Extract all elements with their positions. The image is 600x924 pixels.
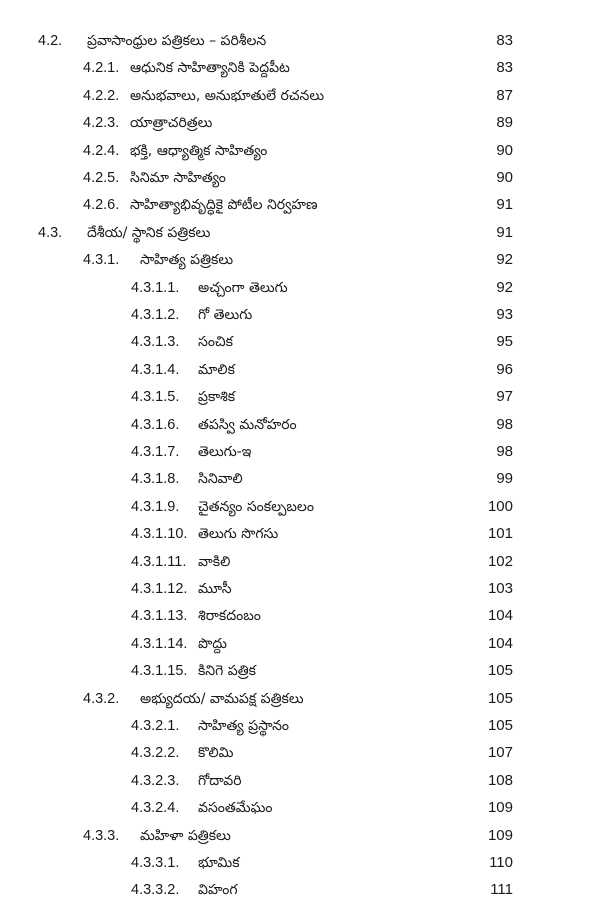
toc-entry-number: 4.3.1.14. bbox=[131, 635, 188, 652]
toc-entry bbox=[0, 494, 600, 520]
toc-entry bbox=[0, 55, 600, 81]
toc-entry bbox=[0, 28, 600, 54]
toc-entry-title: కినిగె పత్రిక bbox=[198, 663, 256, 680]
toc-entry-number: 4.3.1.12. bbox=[131, 581, 188, 597]
toc-entry-title: సినివాలి bbox=[198, 471, 243, 488]
toc-entry-number: 4.3.2.2. bbox=[131, 745, 180, 762]
toc-entry-number: 4.3.1.7. bbox=[131, 444, 180, 460]
toc-entry-title: గో తెలుగు bbox=[198, 307, 253, 323]
toc-entry-page-number: 93 bbox=[496, 306, 513, 323]
toc-entry-number: 4.2.1. bbox=[83, 60, 120, 77]
toc-entry-page-number: 89 bbox=[496, 114, 513, 132]
toc-entry-number: 4.3.1.11. bbox=[131, 553, 187, 570]
toc-entry-number: 4.3.2. bbox=[83, 690, 120, 707]
toc-entry bbox=[0, 713, 600, 739]
toc-entry bbox=[0, 631, 600, 657]
toc-entry-page-number: 104 bbox=[487, 634, 513, 652]
toc-entry-number: 4.3.1.3. bbox=[131, 334, 180, 351]
toc-entry-number: 4.2. bbox=[38, 33, 63, 49]
toc-entry-number: 4.3.1.13. bbox=[131, 608, 188, 625]
toc-entry-title: సినిమా సాహిత్యం bbox=[130, 170, 226, 186]
toc-entry-number: 4.3.2.1. bbox=[131, 718, 180, 734]
toc-entry-number: 4.3. bbox=[38, 224, 63, 241]
toc-entry-title: భూమిక bbox=[198, 855, 240, 871]
toc-entry-page-number: 109 bbox=[487, 826, 513, 844]
toc-entry bbox=[0, 165, 600, 191]
toc-entry-page-number: 92 bbox=[496, 251, 513, 269]
toc-entry-page-number: 98 bbox=[496, 415, 513, 433]
toc-entry-page-number: 83 bbox=[496, 59, 513, 77]
toc-entry bbox=[0, 877, 600, 903]
toc-entry-page-number: 100 bbox=[487, 497, 513, 515]
toc-entry-page-number: 103 bbox=[487, 580, 513, 597]
toc-entry-page-number: 99 bbox=[496, 470, 513, 488]
toc-entry-title: గోదావరి bbox=[198, 772, 242, 789]
toc-entry bbox=[0, 850, 600, 876]
toc-entry-page-number: 110 bbox=[489, 854, 513, 871]
toc-entry-title: సంచిక bbox=[198, 334, 233, 351]
toc-entry-title: శిరాకదంబం bbox=[198, 608, 261, 625]
toc-entry-title: తపస్వి మనోహరం bbox=[198, 416, 297, 433]
toc-entry bbox=[0, 329, 600, 355]
toc-entry bbox=[0, 357, 600, 383]
toc-entry-title: తెలుగు సొగసు bbox=[198, 526, 279, 543]
toc-entry bbox=[0, 110, 600, 136]
toc-entry bbox=[0, 603, 600, 629]
toc-entry-page-number: 105 bbox=[487, 717, 513, 734]
toc-entry-number: 4.3.1.5. bbox=[131, 389, 180, 406]
toc-entry-title: వసంతమేఘం bbox=[198, 800, 273, 817]
toc-entry-title: అభ్యుదయ/ వామపక్ష పత్రికలు bbox=[140, 690, 304, 707]
toc-entry-page-number: 96 bbox=[496, 360, 513, 378]
toc-entry-title: భక్తి, ఆధ్యాత్మిక సాహిత్యం bbox=[130, 142, 268, 159]
toc-entry-title: వాకిలి bbox=[198, 553, 231, 570]
toc-entry-number: 4.3.1.8. bbox=[131, 471, 180, 488]
toc-entry bbox=[0, 795, 600, 821]
toc-entry-page-number: 90 bbox=[496, 169, 513, 186]
toc-entry-number: 4.2.6. bbox=[83, 197, 120, 214]
toc-entry-page-number: 92 bbox=[496, 278, 513, 296]
toc-entry-page-number: 109 bbox=[487, 799, 513, 817]
toc-entry bbox=[0, 302, 600, 328]
toc-entry bbox=[0, 83, 600, 109]
toc-entry-number: 4.3.1.4. bbox=[131, 361, 180, 378]
toc-entry-page-number: 105 bbox=[487, 689, 513, 707]
toc-entry-page-number: 98 bbox=[496, 443, 513, 460]
toc-entry-page-number: 87 bbox=[496, 86, 513, 104]
toc-entry-number: 4.3.1.6. bbox=[131, 416, 180, 433]
toc-entry bbox=[0, 658, 600, 684]
toc-entry bbox=[0, 686, 600, 712]
toc-entry-page-number: 111 bbox=[490, 881, 513, 899]
toc-entry bbox=[0, 247, 600, 273]
toc-entry-number: 4.2.3. bbox=[83, 115, 120, 132]
toc-entry bbox=[0, 275, 600, 301]
toc-entry bbox=[0, 466, 600, 492]
toc-entry bbox=[0, 521, 600, 547]
toc-entry-title: చైతన్యం సంకల్పబలం bbox=[198, 498, 314, 515]
toc-entry-number: 4.3.3.1. bbox=[131, 855, 180, 871]
toc-entry bbox=[0, 220, 600, 246]
toc-entry-page-number: 102 bbox=[487, 552, 513, 570]
toc-entry-number: 4.3.1. bbox=[83, 252, 120, 269]
toc-entry-number: 4.3.2.3. bbox=[131, 772, 180, 789]
toc-entry-title: పొద్దు bbox=[198, 635, 227, 652]
toc-entry bbox=[0, 412, 600, 438]
toc-entry bbox=[0, 576, 600, 602]
toc-entry-number: 4.3.2.4. bbox=[131, 800, 180, 817]
toc-entry-page-number: 104 bbox=[487, 607, 513, 625]
toc-entry-title: అచ్చంగా తెలుగు bbox=[198, 279, 288, 296]
toc-entry-number: 4.3.1.1. bbox=[131, 279, 180, 296]
toc-entry-page-number: 91 bbox=[496, 223, 513, 241]
toc-entry bbox=[0, 823, 600, 849]
toc-entry-page-number: 90 bbox=[496, 141, 513, 159]
toc-entry-number: 4.3.1.9. bbox=[131, 498, 180, 515]
toc-entry bbox=[0, 768, 600, 794]
toc-entry-title: విహంగ bbox=[198, 882, 238, 899]
toc-entry-title: తెలుగు-ఇ bbox=[198, 444, 252, 460]
toc-entry bbox=[0, 740, 600, 766]
toc-entry-title: అనుభవాలు, అనుభూతులే రచనలు bbox=[130, 87, 325, 104]
toc-entry bbox=[0, 384, 600, 410]
toc-entry bbox=[0, 439, 600, 465]
toc-entry-title: మాలిక bbox=[198, 361, 235, 378]
toc-entry-number: 4.3.1.10. bbox=[131, 526, 188, 543]
toc-entry-title: మహిళా పత్రికలు bbox=[140, 827, 231, 844]
toc-entry-page-number: 101 bbox=[487, 525, 513, 543]
toc-entry bbox=[0, 138, 600, 164]
toc-entry-page-number: 108 bbox=[487, 771, 513, 789]
toc-entry-title: సాహిత్య ప్రస్థానం bbox=[198, 718, 290, 734]
toc-entry-title: దేశీయ/ స్థానిక పత్రికలు bbox=[87, 224, 211, 241]
toc-entry-number: 4.2.5. bbox=[83, 170, 120, 186]
toc-entry-page-number: 95 bbox=[496, 333, 513, 351]
toc-entry-title: ప్రవాసాంధ్రుల పత్రికలు – పరిశీలన bbox=[87, 33, 267, 49]
toc-entry-title: సాహిత్యాభివృద్ధికై పోటీల నిర్వహణ bbox=[130, 197, 318, 214]
toc-entry-number: 4.2.4. bbox=[83, 142, 120, 159]
toc-entry-number: 4.3.3. bbox=[83, 827, 120, 844]
toc-entry-title: సాహిత్య పత్రికలు bbox=[140, 252, 234, 269]
toc-entry bbox=[0, 549, 600, 575]
toc-entry-number: 4.3.1.2. bbox=[131, 307, 180, 323]
toc-entry-title: కొలిమి bbox=[198, 745, 234, 762]
toc-entry-page-number: 83 bbox=[496, 32, 513, 49]
toc-entry-title: ప్రకాశిక bbox=[198, 389, 236, 406]
toc-entry-page-number: 105 bbox=[487, 662, 513, 680]
toc-entry-title: యాత్రాచరిత్రలు bbox=[130, 115, 213, 132]
toc-entry bbox=[0, 192, 600, 218]
toc-entry-number: 4.2.2. bbox=[83, 87, 120, 104]
toc-entry-title: మూసీ bbox=[198, 581, 232, 597]
toc-entry-number: 4.3.3.2. bbox=[131, 882, 180, 899]
toc-entry-number: 4.3.1.15. bbox=[131, 663, 188, 680]
toc-entry-page-number: 107 bbox=[487, 744, 513, 762]
toc-entry-page-number: 97 bbox=[496, 388, 513, 406]
toc-entry-page-number: 91 bbox=[496, 196, 513, 214]
toc-entry-title: ఆధునిక సాహిత్యానికి పెద్దపీట bbox=[130, 60, 290, 77]
